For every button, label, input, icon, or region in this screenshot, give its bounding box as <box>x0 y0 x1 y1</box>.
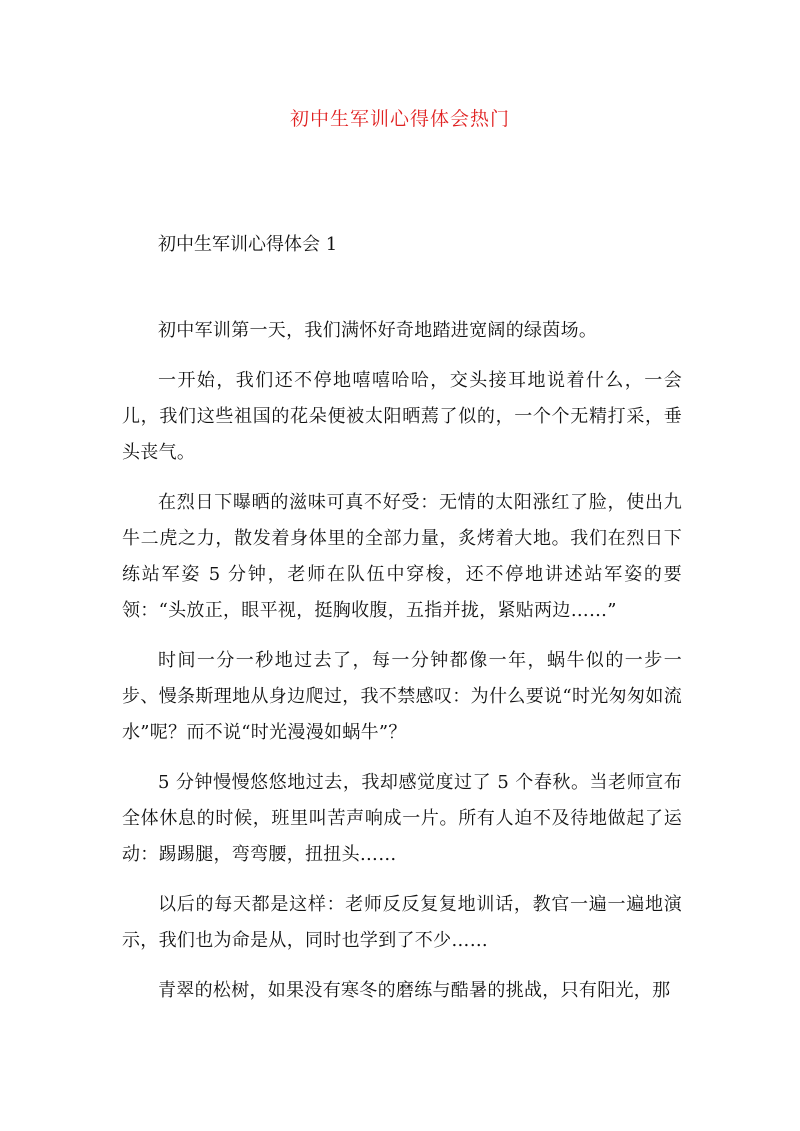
paragraph: 在烈日下曝晒的滋味可真不好受：无情的太阳涨红了脸，使出九牛二虎之力，散发着身体里的全部力量，炙烤着大地。我们在烈日下练站军姿 5 分钟，老师在队伍中穿梭，还不停地讲述站军姿的要领：“头放正，眼平视，挺胸收腹，五指并拢，紧贴两边……” <box>122 492 682 621</box>
paragraph: 5 分钟慢慢悠悠地过去，我却感觉度过了 5 个春秋。当老师宣布全体休息的时候，班里叫苦声响成一片。所有人迫不及待地做起了运动：踢踢腿，弯弯腰，扭扭头…… <box>122 772 682 865</box>
paragraph: 初中军训第一天，我们满怀好奇地踏进宽阔的绿茵场。 <box>158 320 598 341</box>
paragraph: 时间一分一秒地过去了，每一分钟都像一年，蜗牛似的一步一步、慢条斯理地从身边爬过，我不禁感叹：为什么要说“时光匆匆如流水”呢？而不说“时光漫漫如蜗牛”？ <box>122 650 682 743</box>
document-body <box>122 313 682 1023</box>
paragraph: 一开始，我们还不停地嘻嘻哈哈，交头接耳地说着什么，一会儿，我们这些祖国的花朵便被太阳晒蔫了似的，一个个无精打采，垂头丧气。 <box>122 370 682 463</box>
document-title: 初中生军训心得体会热门 <box>289 108 510 130</box>
paragraph: 以后的每天都是这样：老师反反复复地训话，教官一遍一遍地演示，我们也为命是从，同时也学到了不少…… <box>122 894 682 951</box>
paragraph: 青翠的松树，如果没有寒冬的磨练与酷暑的挑战，只有阳光，那 <box>158 980 671 1001</box>
section-heading: 初中生军训心得体会 1 <box>158 234 338 255</box>
